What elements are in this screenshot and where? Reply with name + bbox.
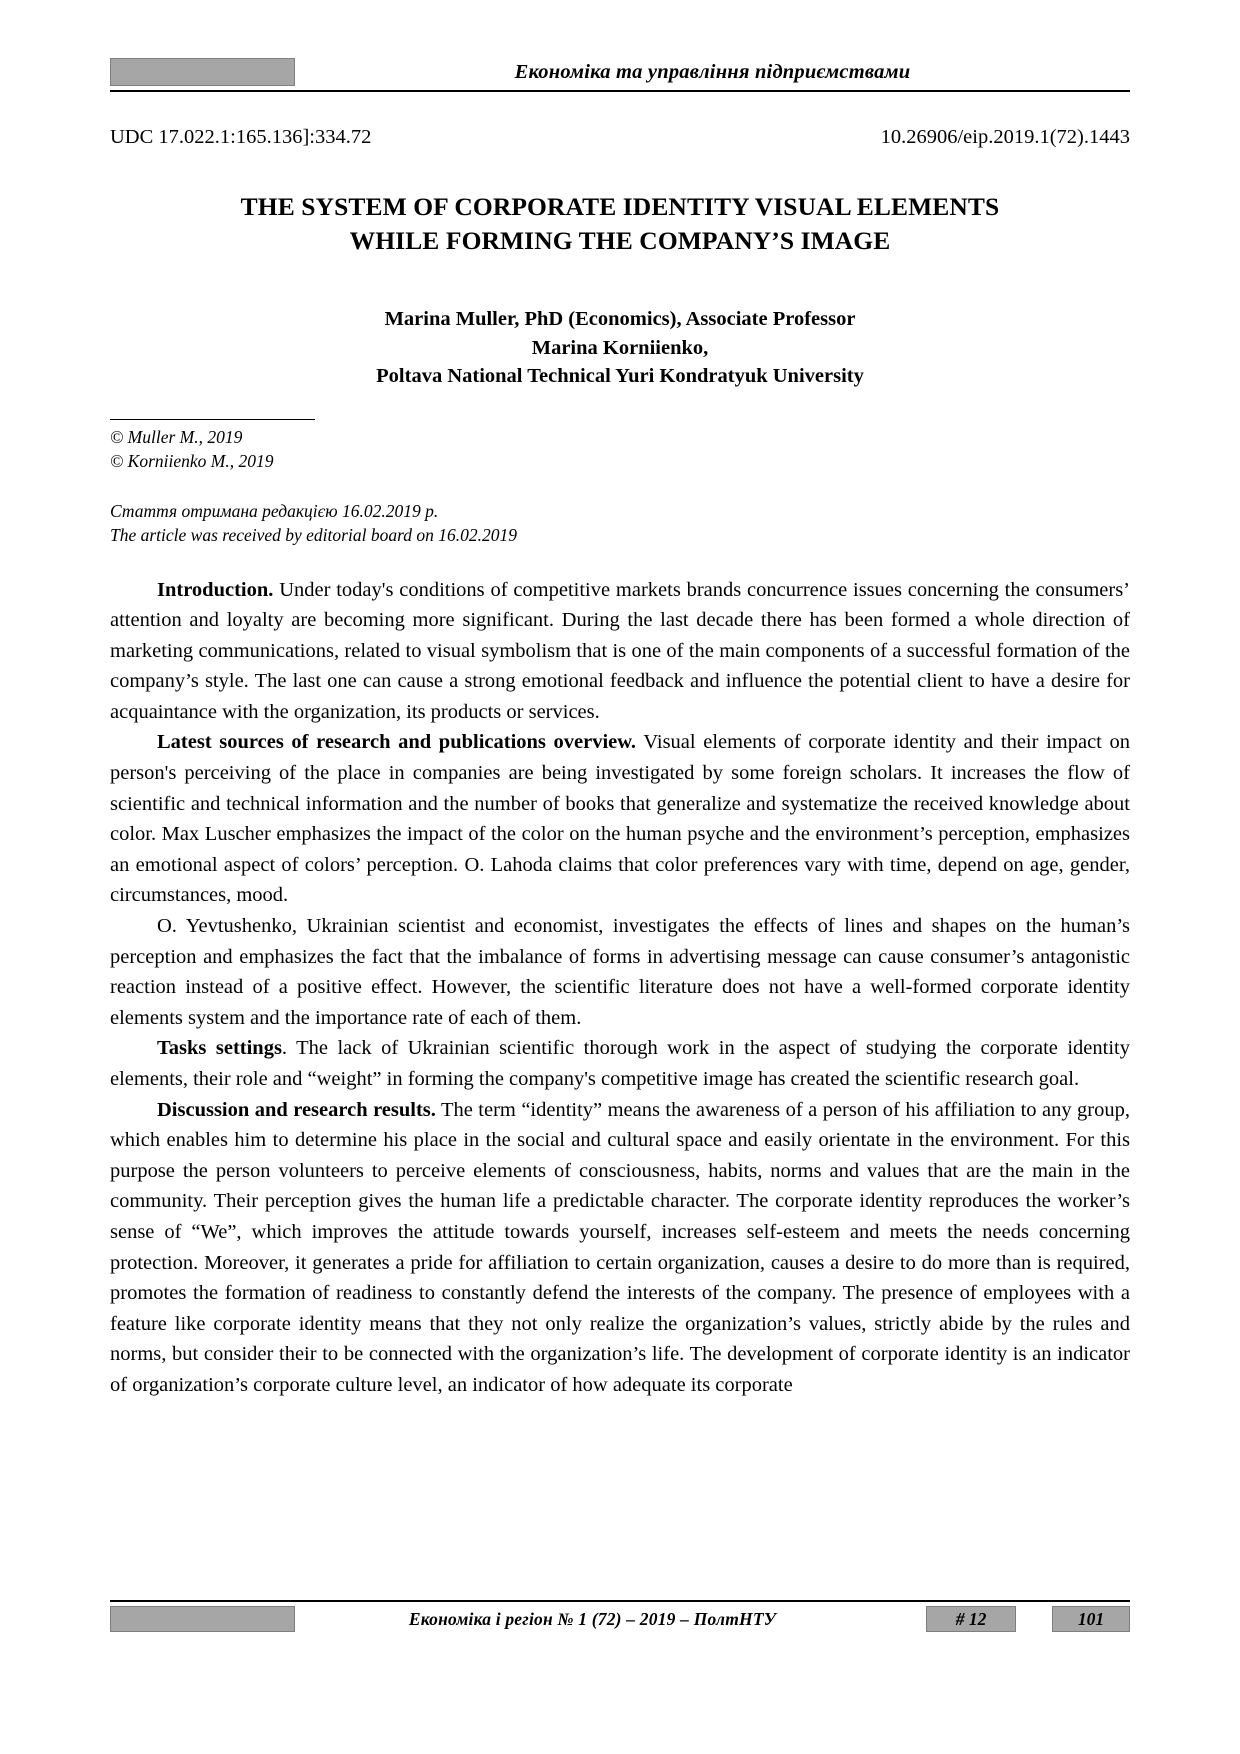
paragraph-text: O. Yevtushenko, Ukrainian scientist and economist, investigates the effects of lines and shapes on the human’s perception and emphasizes the fact that the imbalance of forms in advertising message can cause consumer’s antagonistic reaction instead of a positive effect. However, the scientific literature does not have a well-formed corporate identity elements system and the importance rate of each of them. <box>110 915 1130 1029</box>
paragraph-lead: Latest sources of research and publications overview. <box>157 731 637 754</box>
running-head <box>110 58 1130 92</box>
paragraph <box>110 1033 1130 1094</box>
paragraph <box>110 575 1130 728</box>
footer-divider <box>110 1600 1130 1602</box>
paragraph <box>110 727 1130 911</box>
received-block <box>110 499 1130 547</box>
paragraph-text: . The lack of Ukrainian scientific thorough work in the aspect of studying the corporate identity elements, their role and “weight” in forming the company's competitive image has created the scientific research goal. <box>110 1037 1130 1090</box>
running-head-title: Економіка та управління підприємствами <box>514 61 911 83</box>
page-footer <box>110 1600 1130 1632</box>
doi-code: 10.26906/eip.2019.1(72).1443 <box>880 126 1130 148</box>
footer-decor-block <box>110 1606 295 1632</box>
copyright-line: © Korniienko M., 2019 <box>110 450 274 471</box>
metadata-row <box>110 124 1130 150</box>
author-line: Marina Muller, PhD (Economics), Associate Professor <box>384 308 856 330</box>
article-body <box>110 575 1130 1401</box>
received-line-en: The article was received by editorial board on 16.02.2019 <box>110 524 517 545</box>
title-line-1: THE SYSTEM OF CORPORATE IDENTITY VISUAL ELEMENTS <box>240 192 1000 221</box>
author-line: Marina Korniienko, <box>531 336 709 359</box>
paragraph <box>110 911 1130 1033</box>
page-title <box>150 190 1090 258</box>
paragraph-lead: Discussion and research results. <box>157 1098 436 1121</box>
running-head-decor-block <box>110 58 295 86</box>
copyright-line: © Muller M., 2019 <box>110 426 243 447</box>
footer-issue-number: # 12 <box>926 1606 1016 1632</box>
author-block <box>110 305 1130 391</box>
paragraph <box>110 1095 1130 1401</box>
title-line-2: WHILE FORMING THE COMPANY’S IMAGE <box>349 226 891 255</box>
paragraph-lead: Tasks settings <box>157 1037 282 1060</box>
divider <box>110 419 315 420</box>
paragraph-text: The term “identity” means the awareness of a person of his affiliation to any group, which enables him to determine his place in the social and cultural space and easily orientate in the environment. For this purpose the person volunteers to perceive elements of consciousness, habits, norms and values that are the main in the community. Their perception gives the human life a predictable character. The corporate identity reproduces the worker’s sense of “We”, which improves the attitude towards yourself, increases self-esteem and meets the needs concerning protection. Moreover, it generates a pride for affiliation to certain organization, causes a desire to do more than is required, promotes the formation of readiness to constantly defend the interests of the company. The presence of employees with a feature like corporate identity means that they not only realize the organization’s values, strictly abide by the rules and norms, but consider their to be connected with the organization’s life. The development of corporate identity is an indicator of organization’s corporate culture level, an indicator of how adequate its corporate <box>110 1098 1131 1396</box>
footer-page-number: 101 <box>1052 1606 1130 1632</box>
copyright-block <box>110 425 1130 473</box>
affiliation-line: Poltava National Technical Yuri Kondratyuk University <box>376 365 864 387</box>
footer-journal-title: Економіка і регіон № 1 (72) – 2019 – ПолтНТУ <box>408 1609 777 1629</box>
footer-spacer <box>1016 1606 1052 1632</box>
received-line-uk: Стаття отримана редакцією 16.02.2019 р. <box>110 500 439 521</box>
page-content <box>110 0 1130 1401</box>
paragraph-text: Under today's conditions of competitive markets brands concurrence issues concerning the consumers’ attention and loyalty are becoming more significant. During the last decade there has been formed a whole direction of marketing communications, related to visual symbolism that is one of the main components of a successful formation of the company’s style. The last one can cause a strong emotional feedback and influence the potential client to have a desire for acquaintance with the organization, its products or services. <box>110 578 1130 723</box>
footer-spacer <box>890 1606 926 1632</box>
paragraph-text: Visual elements of corporate identity and their impact on person's perceiving of the place in companies are being investigated by some foreign scholars. It increases the flow of scientific and technical information and the number of books that generalize and systematize the received knowledge about color. Max Luscher emphasizes the impact of the color on the human psyche and the environment’s perception, emphasizes an emotional aspect of colors’ perception. O. Lahoda claims that color preferences vary with time, depend on age, gender, circumstances, mood. <box>110 731 1130 907</box>
footer-row <box>110 1606 1130 1632</box>
paragraph-lead: Introduction. <box>157 578 274 601</box>
udc-code: UDC 17.022.1:165.136]:334.72 <box>110 126 372 148</box>
